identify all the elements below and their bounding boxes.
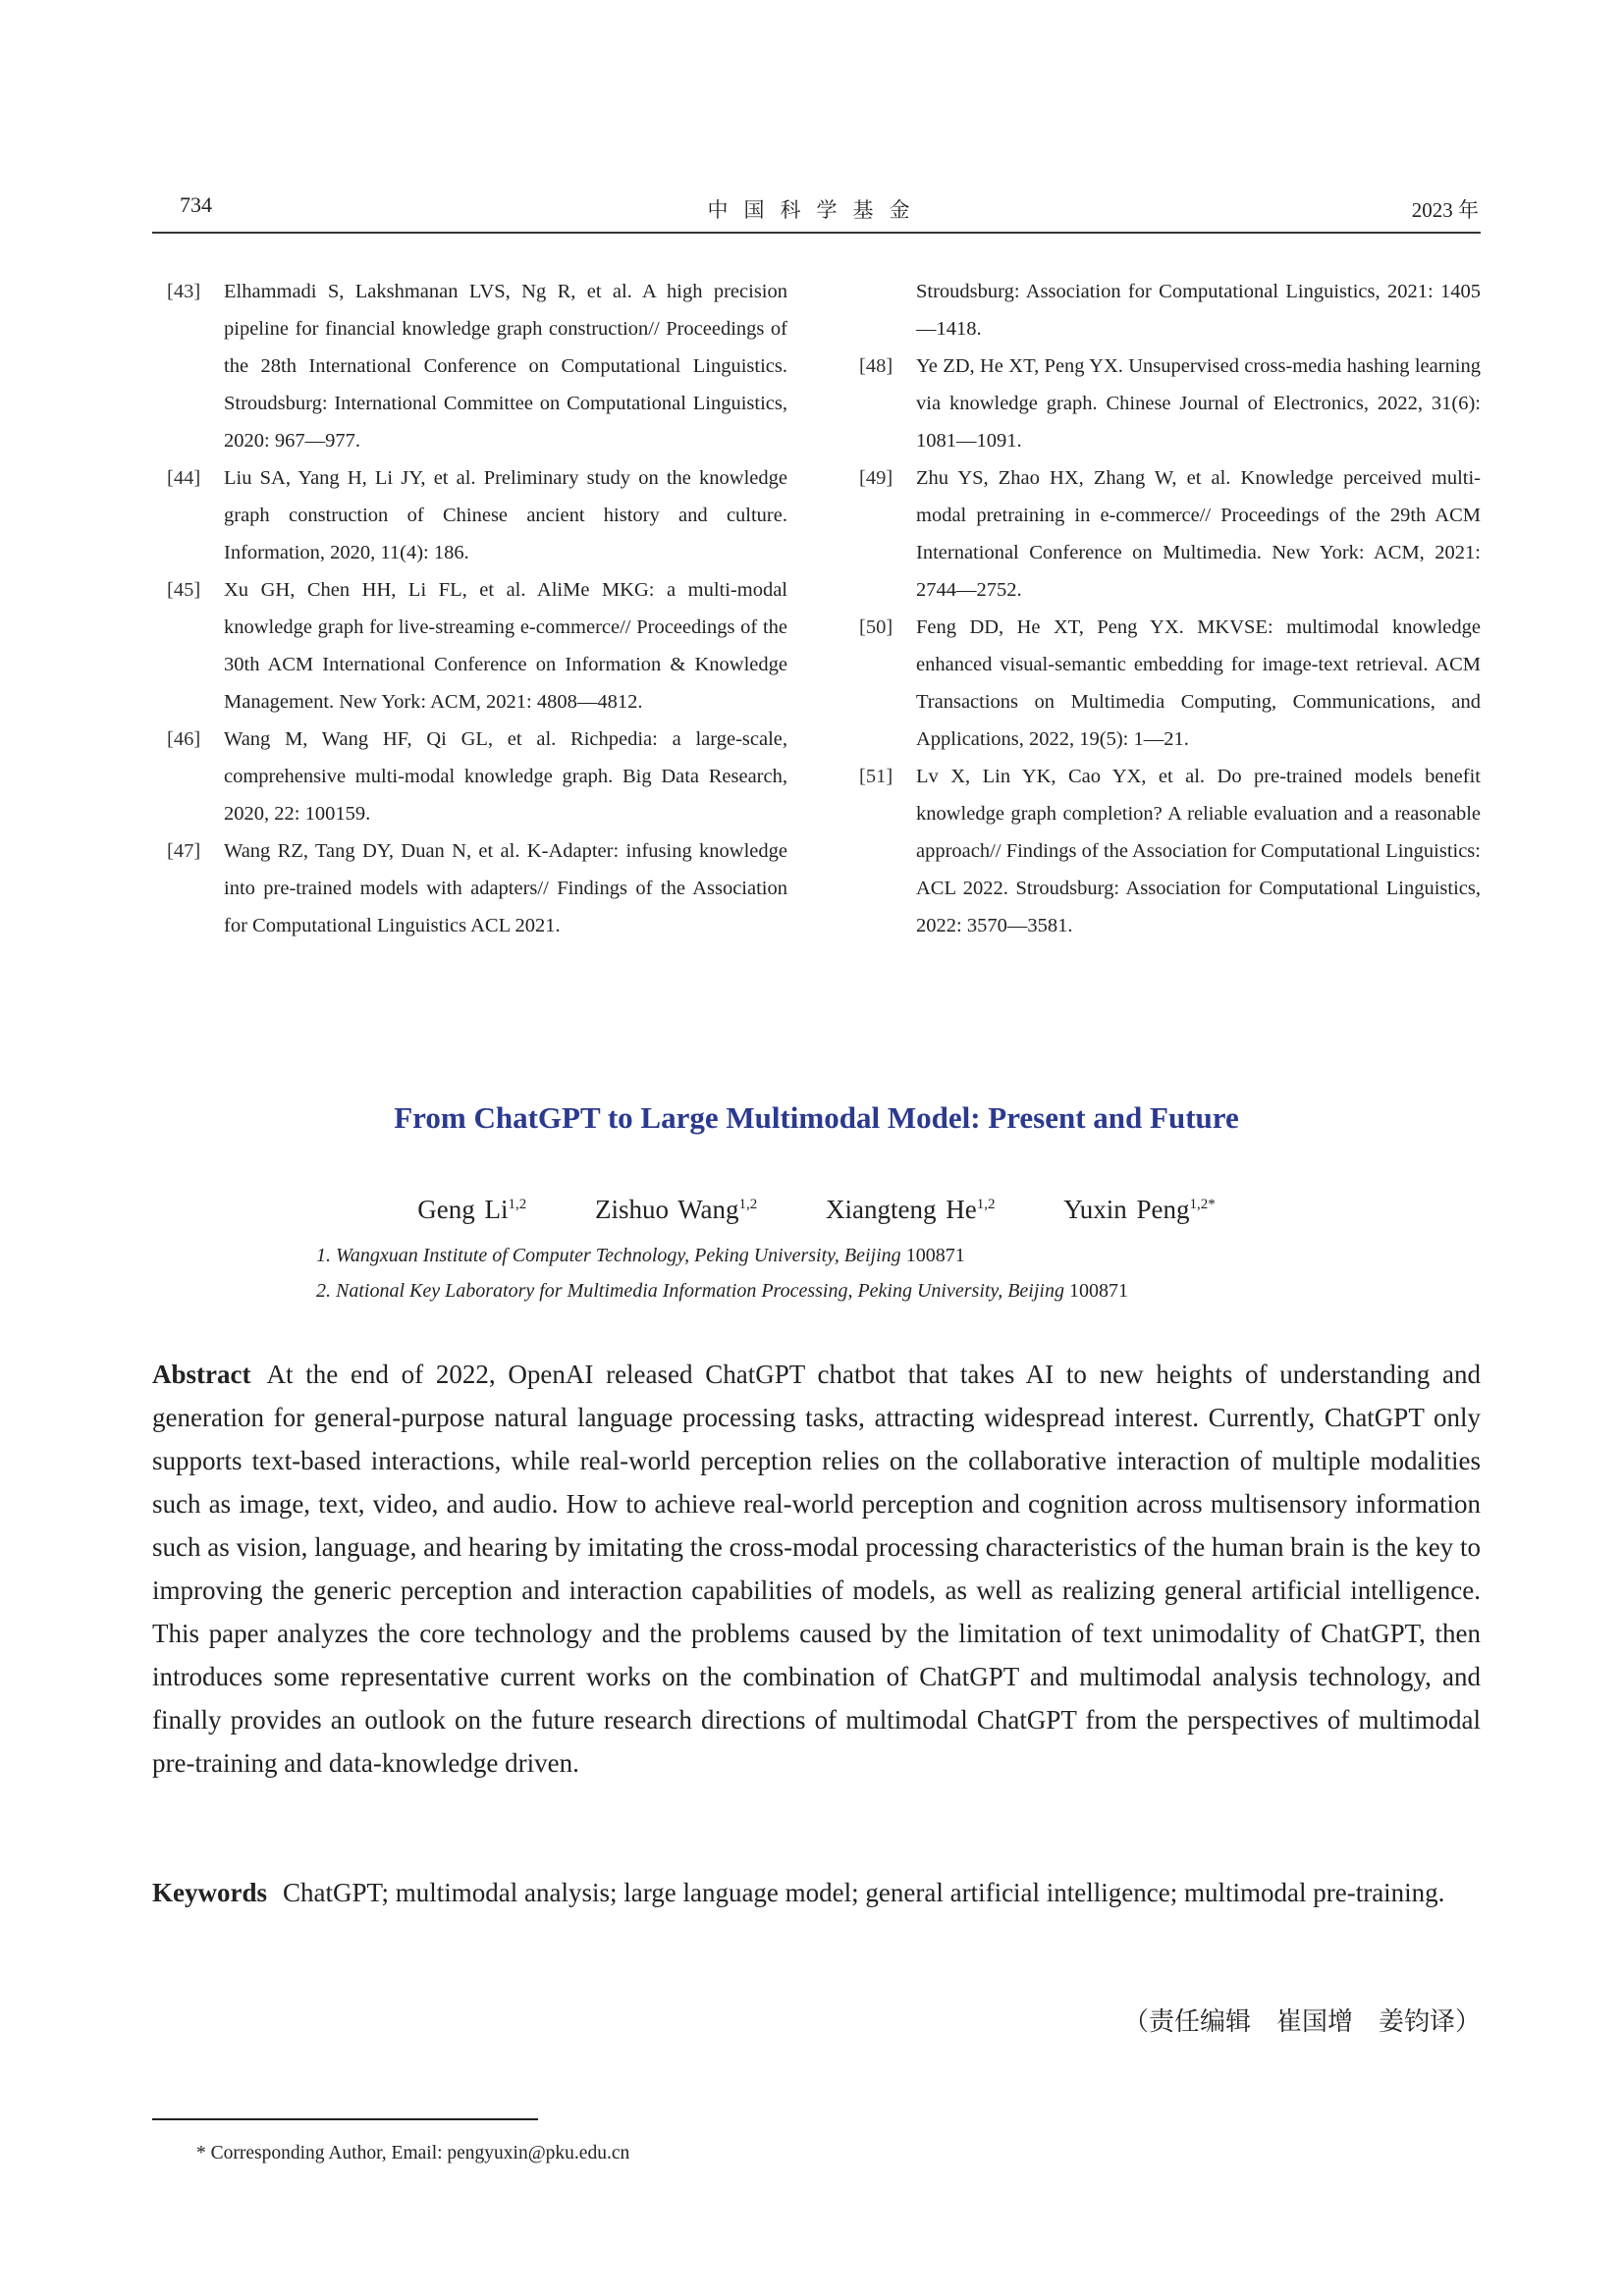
author-name: Zishuo Wang: [594, 1195, 739, 1224]
paper-title: From ChatGPT to Large Multimodal Model: Present and Future: [394, 1100, 1239, 1135]
corresponding-author-footnote: * Corresponding Author, Email: pengyuxin@pku.edu.cn: [196, 2143, 630, 2163]
affiliation-text: 1. Wangxuan Institute of Computer Technology, Peking University, Beijing: [316, 1245, 901, 1266]
affiliation: [316, 1280, 1128, 1303]
reference-number: [47]: [167, 840, 201, 862]
reference-number: [46]: [167, 728, 201, 750]
reference-item: [859, 459, 1481, 609]
author-affiliation-marker: 1,2*: [1189, 1197, 1216, 1212]
issue-year: 2023 年: [1411, 198, 1479, 222]
affiliation-postcode: 100871: [905, 1245, 965, 1266]
reference-number: [48]: [859, 355, 893, 377]
references-left-column: [167, 273, 787, 944]
page-number: 734: [180, 192, 212, 217]
reference-number: [49]: [859, 467, 893, 489]
author: [1063, 1195, 1216, 1224]
reference-item: [859, 347, 1481, 459]
author: [595, 1195, 757, 1224]
reference-item: [859, 758, 1481, 944]
abstract-text: At the end of 2022, OpenAI released ChatGPT chatbot that takes AI to new heights of understanding and generation for general-purpose natural language processing tasks, attracting widespread interest. Currently, ChatGPT only supports text-based interactions, while real-world perception relies on the collaborative interaction of multiple modalities such as image, text, video, and audio. How to achieve real-world perception and cognition across multisensory information such as vision, language, and hearing by imitating the cross-modal processing characteristics of the human brain is the key to improving the generic perception and interaction capabilities of models, as well as realizing general artificial intelligence. This paper analyzes the core technology and the problems caused by the limitation of text unimodality of ChatGPT, then introduces some representative current works on the combination of ChatGPT and multimodal analysis technology, and finally provides an outlook on the future research directions of multimodal ChatGPT from the perspectives of multimodal pre-training and data-knowledge driven.: [152, 1360, 1481, 1778]
keywords-label: Keywords: [152, 1878, 267, 1907]
editor-note: （责任编辑 崔国增 姜钧译）: [1122, 2007, 1481, 2037]
reference-text: Feng DD, He XT, Peng YX. MKVSE: multimodal knowledge enhanced visual-semantic embedding for image-text retrieval. ACM Transactions on Multimedia Computing, Communications, and Applications, 2022, 19(5): 1—21.: [916, 616, 1481, 750]
author-list: [152, 1195, 1481, 1225]
abstract-label: Abstract: [152, 1360, 251, 1389]
reference-number: [43]: [167, 281, 201, 302]
author-affiliation-marker: 1,2: [738, 1197, 758, 1212]
reference-text: Ye ZD, He XT, Peng YX. Unsupervised cross-media hashing learning via knowledge graph. Chinese Journal of Electronics, 2022, 31(6): 1081—1091.: [916, 355, 1481, 452]
reference-item: [167, 273, 787, 459]
author: [417, 1195, 526, 1224]
reference-number: [45]: [167, 579, 201, 601]
reference-number: [51]: [859, 766, 893, 787]
affiliation: [316, 1245, 965, 1267]
affiliation-postcode: 100871: [1068, 1280, 1128, 1302]
author-name: Yuxin Peng: [1063, 1195, 1190, 1224]
reference-number: [44]: [167, 467, 201, 489]
journal-name: 中国科学基金: [707, 198, 926, 222]
author-name: Xiangteng He: [826, 1195, 977, 1224]
keywords: [152, 1871, 1481, 1914]
reference-text: Elhammadi S, Lakshmanan LVS, Ng R, et al. A high precision pipeline for financial knowledge graph construction// Proceedings of the 28th International Conference on Computational Linguistics. Stroudsburg: International Committee on Computational Linguistics, 2020: 967—977.: [224, 281, 787, 452]
reference-item: [167, 832, 787, 944]
reference-text: Liu SA, Yang H, Li JY, et al. Preliminary study on the knowledge graph construction of Chinese ancient history and culture. Information, 2020, 11(4): 186.: [224, 467, 787, 563]
reference-number: [50]: [859, 616, 893, 638]
reference-text: Lv X, Lin YK, Cao YX, et al. Do pre-trained models benefit knowledge graph completion? A reliable evaluation and a reasonable approach// Findings of the Association for Computational Linguistics: ACL 2022. Stroudsburg: Association for Computational Linguistics, 2022: 3570—3581.: [916, 766, 1481, 936]
keywords-text: ChatGPT; multimodal analysis; large language model; general artificial intelligence; multimodal pre-training.: [283, 1878, 1445, 1907]
reference-item: [167, 571, 787, 721]
affiliation-text: 2. National Key Laboratory for Multimedia Information Processing, Peking University, Beijing: [316, 1280, 1064, 1302]
references-right-column: [859, 273, 1481, 944]
running-header: [152, 187, 1481, 234]
reference-item: [859, 609, 1481, 758]
reference-item: [167, 459, 787, 571]
author-name: Geng Li: [417, 1195, 509, 1224]
reference-continuation: Stroudsburg: Association for Computational Linguistics, 2021: 1405—1418.: [916, 281, 1481, 340]
reference-item: [167, 721, 787, 832]
reference-text: Wang RZ, Tang DY, Duan N, et al. K-Adapter: infusing knowledge into pre-trained models with adapters// Findings of the Association for Computational Linguistics ACL 2021.: [224, 840, 787, 936]
abstract: [152, 1353, 1481, 1785]
reference-text: Xu GH, Chen HH, Li FL, et al. AliMe MKG: a multi-modal knowledge graph for live-streaming e-commerce// Proceedings of the 30th ACM International Conference on Information & Knowledge Management. New York: ACM, 2021: 4808—4812.: [224, 579, 787, 713]
reference-text: Zhu YS, Zhao HX, Zhang W, et al. Knowledge perceived multi-modal pretraining in e-commerce// Proceedings of the 29th ACM International Conference on Multimedia. New York: ACM, 2021: 2744—2752.: [916, 467, 1481, 601]
author: [826, 1195, 995, 1224]
footnote-divider: [152, 2118, 538, 2120]
author-affiliation-marker: 1,2: [508, 1197, 527, 1212]
reference-text: Wang M, Wang HF, Qi GL, et al. Richpedia: a large-scale, comprehensive multi-modal knowledge graph. Big Data Research, 2020, 22: 100159.: [224, 728, 787, 825]
author-affiliation-marker: 1,2: [976, 1197, 996, 1212]
